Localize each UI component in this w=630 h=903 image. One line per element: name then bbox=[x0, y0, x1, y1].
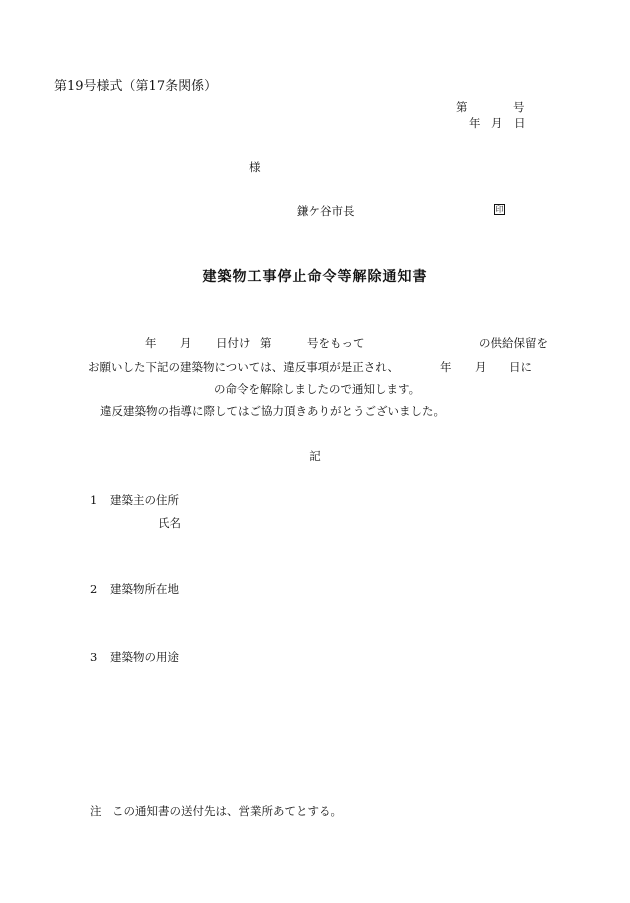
item-3-label: 建築物の用途 bbox=[110, 650, 179, 664]
ki-heading: 記 bbox=[309, 449, 321, 463]
body-number-prefix: 第 bbox=[260, 336, 272, 350]
date-month-label: 月 bbox=[491, 116, 503, 130]
note-label: 注 bbox=[90, 804, 102, 818]
body-year-label: 年 bbox=[145, 336, 157, 350]
body-line-3: の命令を解除しましたので通知します。 bbox=[214, 382, 421, 396]
item-1-label: 建築主の住所 bbox=[110, 493, 179, 507]
note-text: この通知書の送付先は、営業所あてとする。 bbox=[112, 804, 342, 818]
doc-number-suffix: 号 bbox=[513, 100, 525, 114]
issuer-name: 鎌ケ谷市長 bbox=[297, 204, 355, 218]
form-number: 第19号様式（第17条関係） bbox=[54, 79, 218, 94]
seal-icon: 印 bbox=[495, 205, 504, 214]
body-supply-hold: の供給保留を bbox=[479, 336, 548, 350]
body-line-2: お願いした下記の建築物については、違反事項が是正され、 bbox=[88, 360, 399, 374]
item-2-label: 建築物所在地 bbox=[110, 582, 179, 596]
item-1-number: 1 bbox=[90, 493, 98, 507]
body-line-4: 違反建築物の指導に際してはご協力頂きありがとうございました。 bbox=[100, 404, 445, 418]
body-number-suffix: 号をもって bbox=[307, 336, 365, 350]
body-correction-day: 日に bbox=[509, 360, 532, 374]
body-correction-year: 年 bbox=[440, 360, 452, 374]
date-year-label: 年 bbox=[469, 116, 481, 130]
item-3-number: 3 bbox=[90, 650, 98, 664]
item-1-sub-label: 氏名 bbox=[158, 516, 181, 530]
body-correction-month: 月 bbox=[475, 360, 487, 374]
body-date-label: 日付け bbox=[216, 336, 251, 350]
addressee-honorific: 様 bbox=[249, 160, 261, 174]
document-title: 建築物工事停止命令等解除通知書 bbox=[202, 269, 428, 285]
body-month-label: 月 bbox=[180, 336, 192, 350]
item-2-number: 2 bbox=[90, 582, 98, 596]
doc-number-prefix: 第 bbox=[456, 100, 468, 114]
date-day-label: 日 bbox=[514, 116, 526, 130]
